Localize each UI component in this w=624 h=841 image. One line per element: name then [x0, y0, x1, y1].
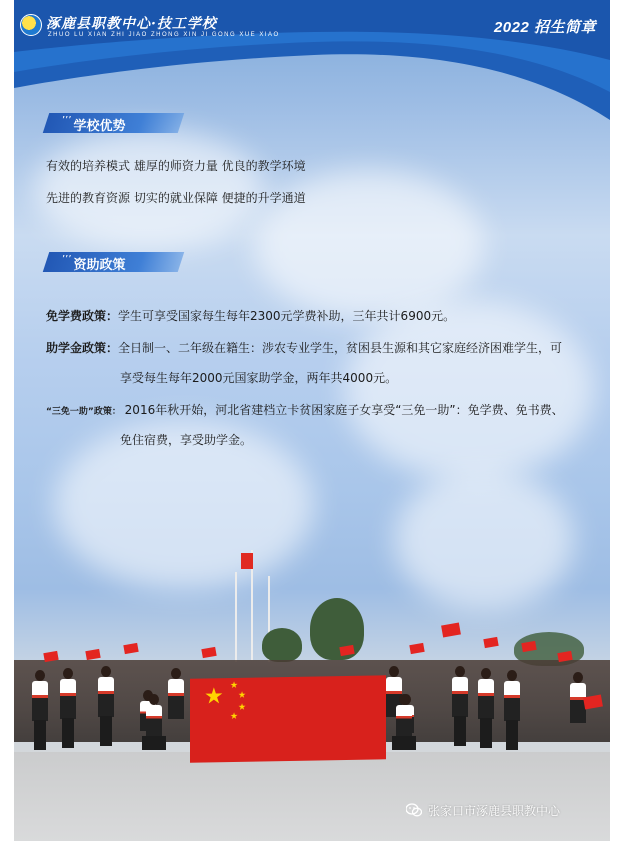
small-flag: [409, 643, 424, 654]
policy-three-free: [46, 401, 564, 418]
watermark: [406, 802, 560, 819]
policy-text: 2016年秋开始，河北省建档立卡贫困家庭子女享受“三免一助”：免学费、免书费、: [124, 403, 564, 417]
ground: [14, 752, 610, 841]
policy-label: 免学费政策：: [46, 309, 119, 323]
policy-text: 学生可享受国家每生每年2300元学费补助，三年共计6900元。: [118, 309, 456, 323]
policy-text: 全日制一、二年级在籍生：涉农专业学生，贫困县生源和其它家庭经济困难学生，可: [118, 341, 563, 355]
wechat-icon: [406, 803, 422, 817]
advantages-line-1: 有效的培养模式 雄厚的师资力量 优良的教学环境: [46, 159, 306, 173]
small-flag: [85, 649, 100, 660]
school-name: 涿鹿县职教中心·技工学校: [46, 16, 217, 32]
small-flag: [201, 647, 216, 658]
policy-text: 免住宿费，享受助学金。: [120, 433, 253, 447]
policy-tuition: [46, 307, 455, 324]
policy-label: 助学金政策：: [46, 341, 119, 355]
tree: [262, 628, 302, 662]
flag: [241, 553, 253, 569]
star-icon: ★: [204, 684, 224, 710]
brochure-title: 2022 招生简章: [493, 19, 596, 36]
tree: [310, 598, 364, 660]
policy-label: “三免一助”政策：: [46, 407, 121, 417]
cloud: [394, 470, 574, 610]
school-logo-icon: [20, 14, 42, 36]
policy-text: 享受每生每年2000元国家助学金，两年共4000元。: [120, 371, 398, 385]
small-flag: [483, 637, 498, 648]
national-flag: [190, 675, 386, 762]
star-icon: ★: [230, 680, 239, 692]
section-title-advantages: ’’’ 学校优势: [62, 115, 126, 134]
small-flag: [441, 623, 461, 638]
school-pinyin: ZHUO LU XIAN ZHI JIAO ZHONG XIN JI GONG XUE XIAO: [48, 32, 280, 38]
section-title-policy: ’’’ 资助政策: [62, 254, 126, 273]
advantages-line-2: 先进的教育资源 切实的就业保障 便捷的升学通道: [46, 191, 306, 205]
brochure-page: [14, 0, 610, 841]
policy-grant: [46, 339, 562, 356]
cloud: [344, 300, 594, 480]
flagpole: [235, 572, 237, 662]
star-icon: ★: [238, 690, 247, 701]
watermark-text: 张家口市涿鹿县职教中心: [428, 804, 561, 818]
small-flag: [123, 643, 138, 654]
star-icon: ★: [230, 711, 239, 723]
star-icon: ★: [238, 702, 247, 713]
